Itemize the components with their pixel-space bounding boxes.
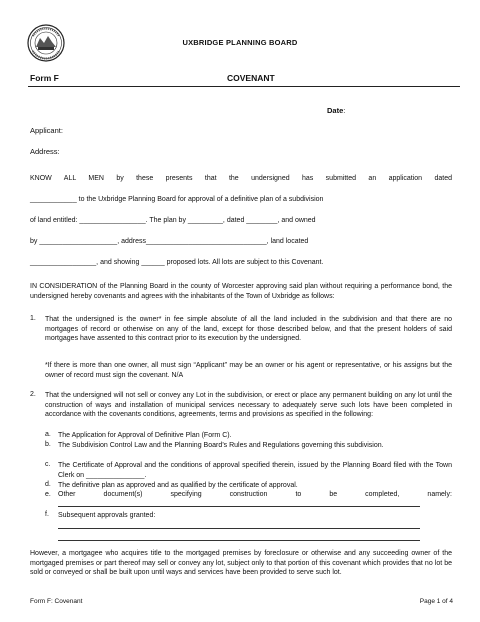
- item-letter: e.: [45, 491, 51, 498]
- footer-form-name: Form F: Covenant: [30, 598, 83, 605]
- intro-line: KNOW ALL MEN by these presents that the undersigned has submitted an application dated: [30, 175, 452, 182]
- intro-line: of land entitled: _________________. The plan by _________, dated ________, and owned: [30, 217, 316, 224]
- item-word: completed,: [365, 491, 400, 498]
- date-colon: :: [343, 106, 346, 115]
- section-2-text: That the undersigned will not sell or convey any Lot in the subdivision, or erect or place any permanent building on any lot until the construction of ways and installation of municipal services necessary to adequately serve such lots have been completed in accordance with the covenants conditions, agreements, terms and provisions as specified in the following:: [45, 392, 452, 419]
- item-text: The Certificate of Approval and the conditions of approval specified therein, issued by the Planning Board filed with the Town Clerk on _______________.: [58, 462, 452, 479]
- item-word: Other: [58, 491, 76, 498]
- item-word: to: [295, 491, 302, 498]
- board-title: UXBRIDGE PLANNING BOARD: [182, 38, 298, 47]
- item-word: be: [329, 491, 338, 498]
- form-label: Form F: [30, 73, 59, 83]
- section-1-note: *If there is more than one owner, all must sign “Applicant” may be an owner or his agent or representative, or his assigns but the owner of record must sign the covenant. N/A: [45, 362, 452, 379]
- item-letter: f.: [45, 511, 49, 518]
- item-text: The definitive plan as approved and as qualified by the certificate of approval.: [58, 482, 298, 489]
- section-number: 2.: [30, 391, 36, 398]
- closing-paragraph: However, a mortgagee who acquires title to the mortgaged premises by foreclosure or otherwise and any succeeding owner of the mortgaged premises or part thereof may sell or convey any lot, subject only to that portion of this covenant which provides that no lot be sold or conveyed or shall be built upon until ways and services have been provided to serve such lot.: [30, 550, 452, 577]
- item-letter: b.: [45, 441, 51, 448]
- consideration-paragraph: IN CONSIDERATION of the Planning Board in the county of Worcester approving said plan without requiring a performance bond, the undersigned hereby covenants and agrees with the inhabitants of the Town of Uxbridge as follows:: [30, 283, 452, 300]
- form-title: COVENANT: [227, 73, 275, 83]
- address-label: Address:: [30, 147, 60, 156]
- item-word: namely:: [427, 491, 452, 498]
- blank-line[interactable]: [58, 528, 420, 529]
- section-1-text: That the undersigned is the owner* in fee simple absolute of all the land included in the subdivision and that there are no mortgages of record or otherwise on any of the land, except for those described below, and that the present holders of said mortgages have assented to this contract prior to its execution by the undersigned.: [45, 316, 452, 343]
- item-word: document(s): [103, 491, 143, 498]
- date-label: Date: [327, 106, 344, 115]
- section-number: 1.: [30, 315, 36, 322]
- item-letter: a.: [45, 431, 51, 438]
- intro-line: _________________, and showing ______ proposed lots. All lots are subject to this Covenant.: [30, 259, 324, 266]
- blank-line[interactable]: [58, 506, 420, 507]
- item-e-line: [58, 491, 452, 498]
- item-letter: c.: [45, 461, 51, 468]
- intro-line: ____________ to the Uxbridge Planning Board for approval of a definitive plan of a subdivision: [30, 196, 324, 203]
- item-text: The Application for Approval of Definitive Plan (Form C).: [58, 432, 232, 439]
- header-divider: [28, 86, 460, 87]
- applicant-label: Applicant:: [30, 126, 63, 135]
- intro-paragraph: [30, 174, 452, 279]
- blank-line[interactable]: [58, 540, 420, 541]
- item-word: construction: [229, 491, 268, 498]
- item-text: The Subdivision Control Law and the Planning Board’s Rules and Regulations governing this subdivision.: [58, 442, 384, 449]
- item-text: Subsequent approvals granted:: [58, 512, 156, 519]
- intro-line: by ____________________, address_______________________________, land located: [30, 238, 309, 245]
- item-letter: d.: [45, 481, 51, 488]
- footer-page-number: Page 1 of 4: [419, 598, 453, 605]
- date-field[interactable]: [327, 106, 345, 115]
- item-word: specifying: [170, 491, 202, 498]
